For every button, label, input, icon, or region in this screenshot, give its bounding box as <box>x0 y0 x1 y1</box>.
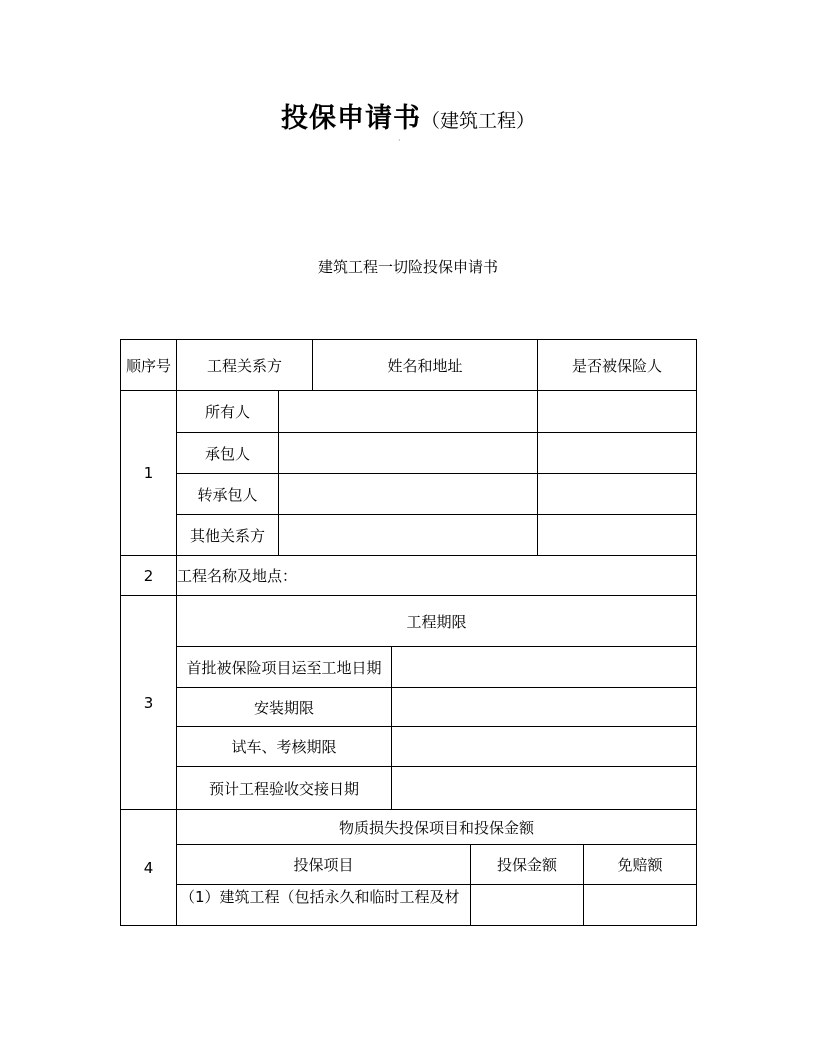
form-subtitle: 建筑工程一切险投保申请书 <box>317 258 498 276</box>
test-run-period-label: 试车、考核期限 <box>231 738 337 756</box>
stray-dot: · <box>398 136 401 145</box>
project-name-location-label: 工程名称及地点： <box>177 567 298 585</box>
party-contractor: 承包人 <box>204 444 250 463</box>
project-name-location-field[interactable] <box>306 555 697 596</box>
test-run-period-field[interactable] <box>391 726 697 767</box>
acceptance-date-field[interactable] <box>391 766 697 810</box>
owner-insured-field[interactable] <box>537 390 697 433</box>
first-delivery-date-field[interactable] <box>391 646 697 688</box>
subcontractor-name-address-field[interactable] <box>278 473 538 515</box>
acceptance-date-label: 预计工程验收交接日期 <box>208 779 359 798</box>
party-other: 其他关系方 <box>189 526 265 545</box>
document-title-main: 投保申请书 <box>280 103 421 134</box>
section-3-number: 3 <box>143 693 154 712</box>
header-insured: 是否被保险人 <box>571 356 662 375</box>
section-4-number: 4 <box>143 858 154 877</box>
contractor-name-address-field[interactable] <box>278 432 538 474</box>
contractor-insured-field[interactable] <box>537 432 697 474</box>
construction-deductible-field[interactable] <box>583 884 697 926</box>
document-title-sub: （建筑工程） <box>420 110 535 132</box>
owner-name-address-field[interactable] <box>278 390 538 433</box>
document-title <box>0 96 816 135</box>
party-subcontractor: 转承包人 <box>197 485 258 504</box>
party-owner: 所有人 <box>204 403 250 421</box>
subcontractor-insured-field[interactable] <box>537 473 697 515</box>
header-seq: 顺序号 <box>125 356 171 375</box>
section-2-number: 2 <box>143 566 154 585</box>
sum-insured-column-header: 投保金额 <box>496 856 557 874</box>
header-party: 工程关系方 <box>206 356 282 375</box>
installation-period-label: 安装期限 <box>253 698 314 717</box>
section-1-number: 1 <box>143 464 154 482</box>
insured-item-construction: （1）建筑工程（包括永久和临时工程及材 <box>180 888 460 906</box>
header-name-address: 姓名和地址 <box>387 356 463 375</box>
construction-sum-insured-field[interactable] <box>470 884 584 926</box>
material-damage-heading: 物质损失投保项目和投保金额 <box>338 818 534 837</box>
first-delivery-date-label: 首批被保险项目运至工地日期 <box>186 658 382 677</box>
other-name-address-field[interactable] <box>278 514 538 556</box>
other-insured-field[interactable] <box>537 514 697 556</box>
project-period-heading: 工程期限 <box>406 612 467 631</box>
installation-period-field[interactable] <box>391 687 697 727</box>
deductible-column-header: 免赔额 <box>617 856 663 874</box>
insured-item-column-header: 投保项目 <box>293 856 354 874</box>
